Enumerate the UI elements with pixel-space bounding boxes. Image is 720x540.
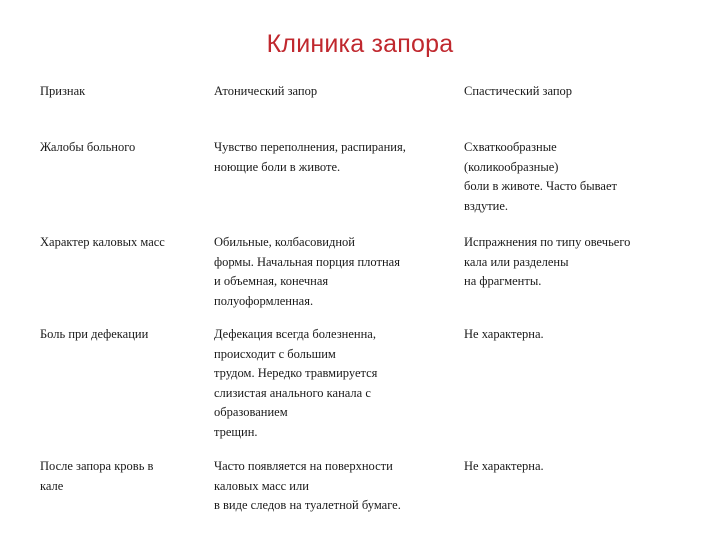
row-atonic: Чувство переполнения, распирания, ноющие боли в животе. — [214, 140, 406, 174]
row-spastic: Схваткообразные (коликообразные) боли в животе. Часто бывает вздутие. — [464, 140, 617, 213]
header-atonic: Атонический запор — [214, 84, 318, 98]
slide-title: Клиника запора — [266, 30, 454, 58]
table-row — [40, 325, 690, 457]
header-feature: Признак — [40, 84, 86, 98]
table-row — [40, 138, 690, 233]
row-spastic: Не характерна. — [464, 459, 544, 473]
row-atonic: Дефекация всегда болезненна, происходит с большим трудом. Нередко травмируется слизистая анального канала с образованием трещин. — [214, 327, 378, 439]
row-atonic: Обильные, колбасовидной формы. Начальная порция плотная и объемная, конечная полуоформленная. — [214, 235, 400, 308]
row-spastic: Испражнения по типу овечьего кала или разделены на фрагменты. — [464, 235, 631, 288]
header-spastic: Спастический запор — [464, 84, 573, 98]
row-feature: Жалобы больного — [40, 140, 136, 154]
row-spastic: Не характерна. — [464, 327, 544, 341]
row-feature: Боль при дефекации — [40, 327, 149, 341]
row-feature: После запора кровь в кале — [40, 459, 154, 493]
table-row — [40, 233, 690, 325]
table-row — [40, 457, 690, 517]
comparison-table — [40, 80, 690, 517]
row-feature: Характер каловых масс — [40, 235, 165, 249]
table-header-row — [40, 80, 690, 138]
row-atonic: Часто появляется на поверхности каловых масс или в виде следов на туалетной бумаге. — [214, 459, 401, 512]
